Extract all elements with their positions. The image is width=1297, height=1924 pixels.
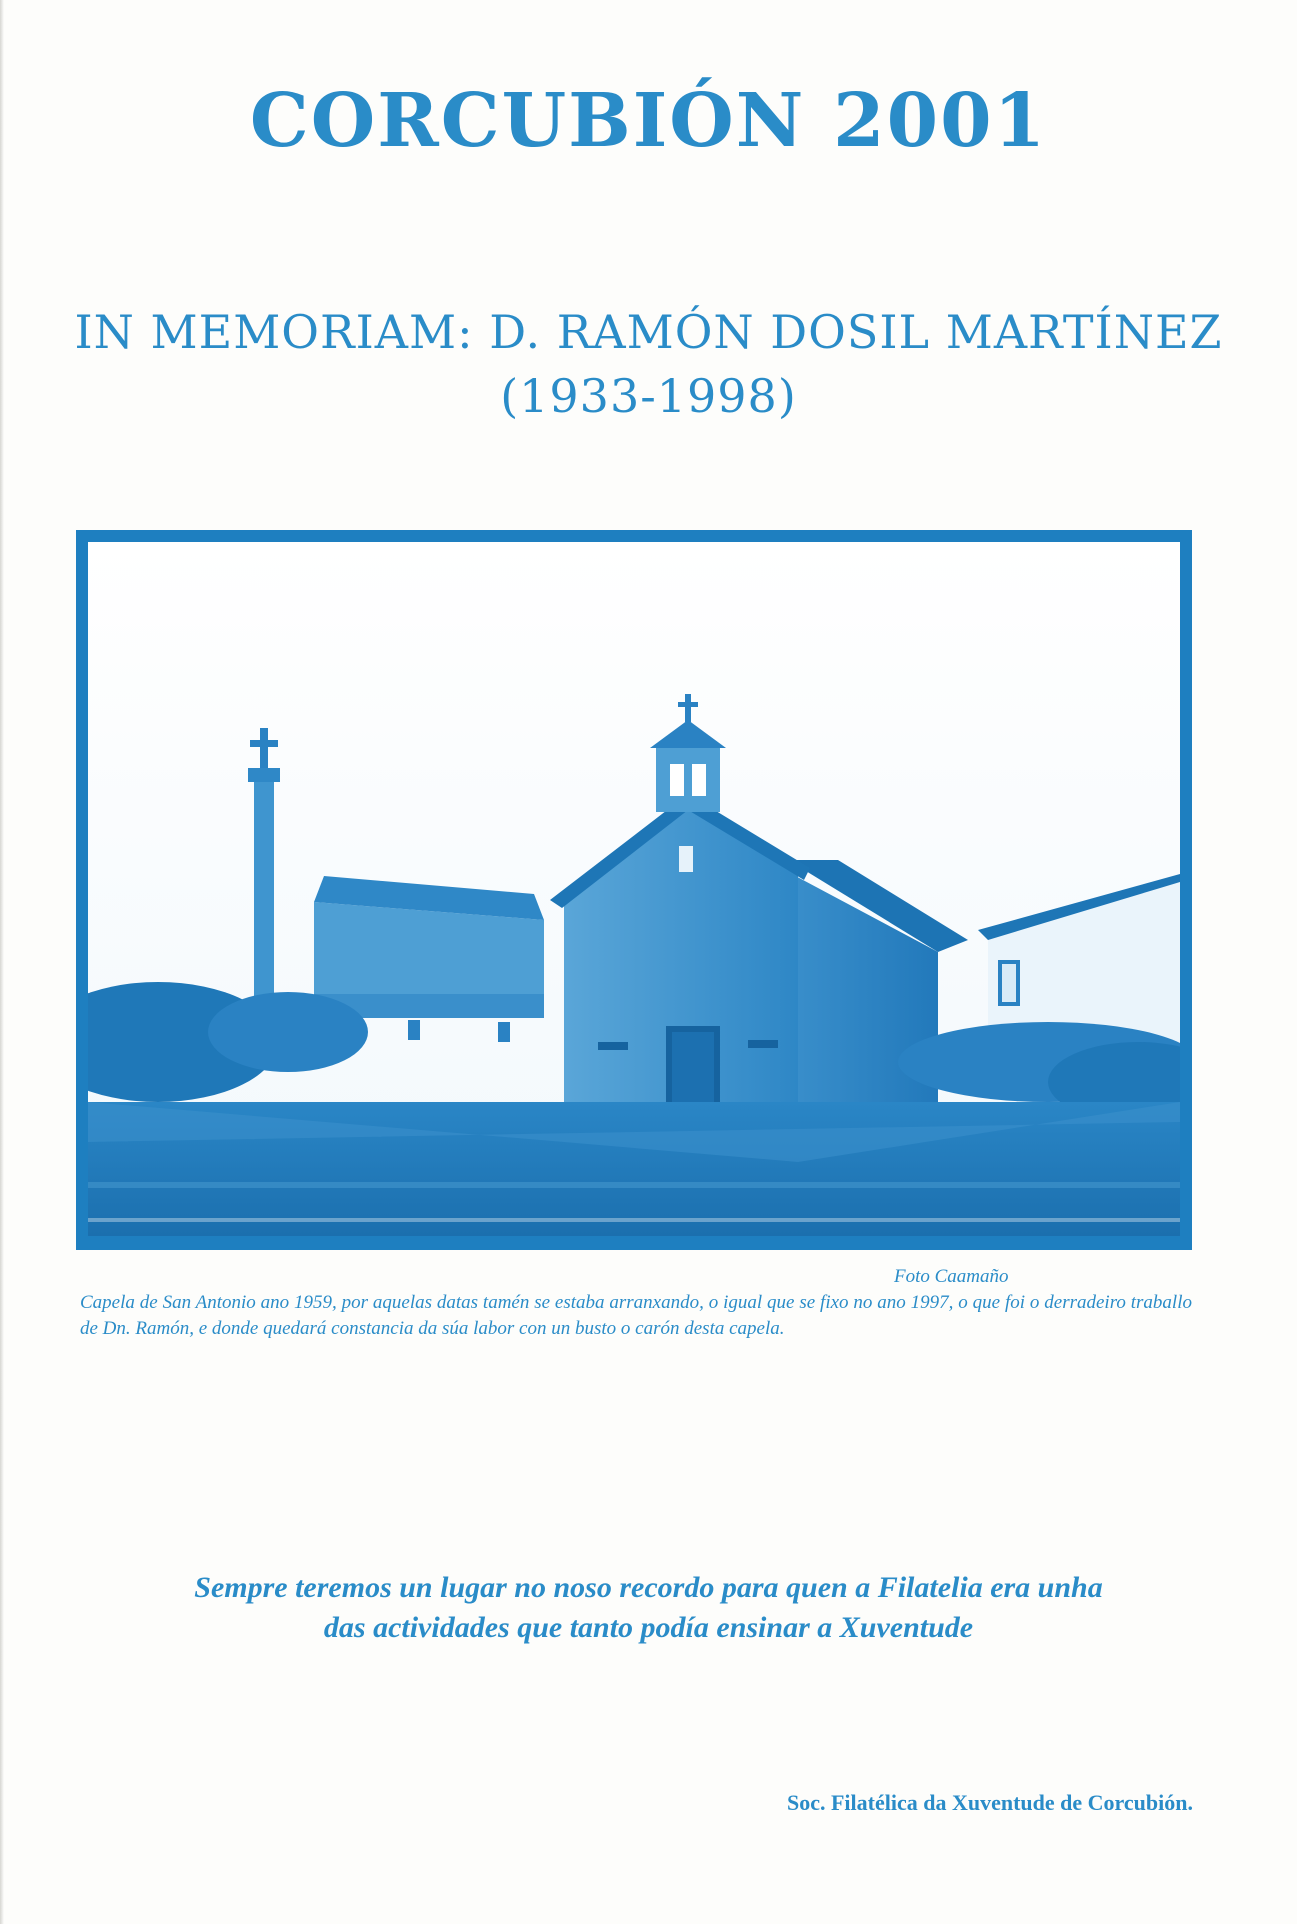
society-signature: Soc. Filatélica da Xuventude de Corcubión. (786, 1790, 1193, 1815)
photo-caption: Capela de San Antonio ano 1959, por aquelas datas tamén se estaba arranxando, o igual que se fixo no ano 1997, o que foi o derradeiro traballo de Dn. Ramón, e donde quedará constancia da súa labor con un busto o carón desta capela. (80, 1292, 1192, 1339)
memoriam-years: (1933-1998) (500, 369, 797, 423)
page-title: CORCUBIÓN 2001 (249, 78, 1048, 164)
quote-line-1: Sempre teremos un lugar no noso recordo para quen a Filatelia era unha (194, 1571, 1103, 1604)
photo-credit: Foto Caamaño (894, 1266, 1009, 1287)
chapel-photo (88, 542, 1180, 1236)
memoriam-heading (0, 300, 1297, 428)
memoriam-name: IN MEMORIAM: D. RAMÓN DOSIL MARTÍNEZ (74, 305, 1223, 359)
chapel-photo-frame (76, 530, 1192, 1250)
chapel-illustration (88, 542, 1180, 1236)
memorial-quote (0, 1568, 1297, 1648)
quote-line-2: das actividades que tanto podía ensinar a Xuventude (323, 1611, 974, 1644)
